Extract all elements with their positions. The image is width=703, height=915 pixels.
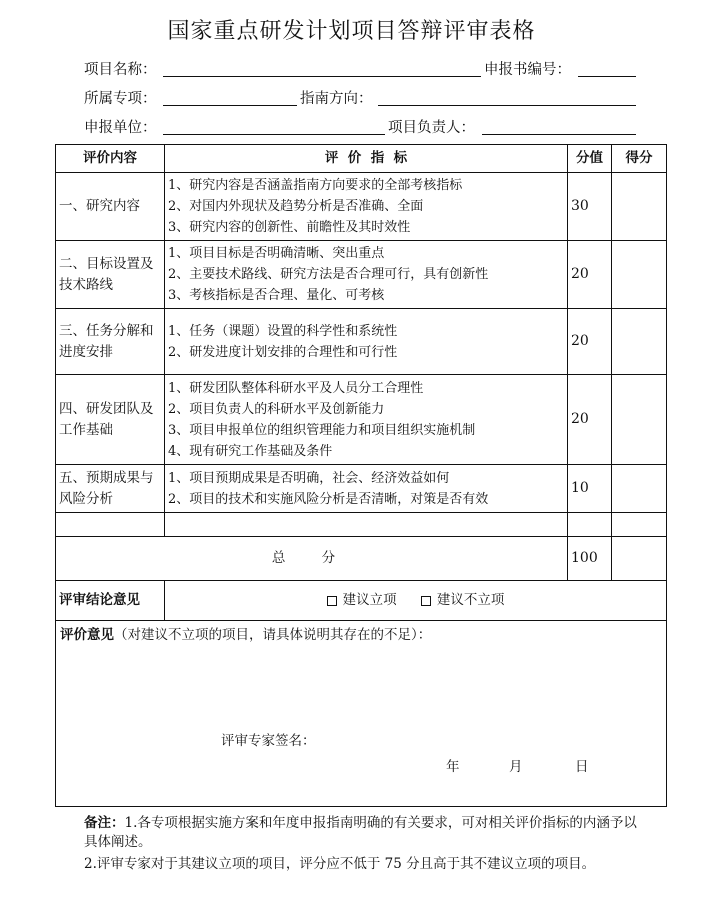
reject-label: 建议不立项 xyxy=(436,592,505,608)
row-criteria xyxy=(165,241,568,309)
blank-score-value[interactable] xyxy=(568,513,612,537)
opinion-row xyxy=(56,621,667,807)
application-no-field[interactable] xyxy=(578,76,636,77)
project-leader-field[interactable] xyxy=(482,134,636,135)
table-row xyxy=(56,375,667,465)
row-content: 五、预期成果与风险分析 xyxy=(56,465,165,513)
row-content: 四、研发团队及工作基础 xyxy=(56,375,165,465)
row-criteria xyxy=(165,309,568,375)
criteria-item: 3、项目申报单位的组织管理能力和项目组织实施机制 xyxy=(168,422,476,438)
date-month-label: 月 xyxy=(509,759,523,775)
date-day-label: 日 xyxy=(575,759,589,775)
project-leader-label: 项目负责人： xyxy=(388,120,475,136)
date-year-label: 年 xyxy=(446,759,460,775)
note-2: 2.评审专家对于其建议立项的项目，评分应不低于 75 分且高于其不建议立项的项目。 xyxy=(84,856,596,872)
note-1 xyxy=(84,814,644,852)
blank-criteria[interactable] xyxy=(165,513,568,537)
conclusion-row xyxy=(56,581,667,621)
criteria-item: 4、现有研究工作基础及条件 xyxy=(168,443,333,459)
row-score-input[interactable] xyxy=(612,241,667,309)
row-score-value: 20 xyxy=(568,375,612,465)
table-row xyxy=(56,241,667,309)
row-criteria xyxy=(165,375,568,465)
criteria-item: 2、对国内外现状及趋势分析是否准确、全面 xyxy=(168,199,424,214)
header-criteria: 评 价 指 标 xyxy=(165,145,568,173)
opinion-hint: （对建议不立项的项目，请具体说明其存在的不足）： xyxy=(114,627,432,643)
criteria-item: 1、项目预期成果是否明确，社会、经济效益如何 xyxy=(168,470,450,486)
approve-label: 建议立项 xyxy=(342,592,397,608)
row-score-input[interactable] xyxy=(612,309,667,375)
row-content: 三、任务分解和进度安排 xyxy=(56,309,165,375)
expert-signature-label: 评审专家签名： xyxy=(221,733,316,749)
table-row xyxy=(56,173,667,241)
row-score-input[interactable] xyxy=(612,465,667,513)
criteria-item: 2、项目负责人的科研水平及创新能力 xyxy=(168,401,385,417)
blank-score-got[interactable] xyxy=(612,513,667,537)
table-header-row xyxy=(56,145,667,173)
criteria-item: 3、考核指标是否合理、量化、可考核 xyxy=(168,288,385,303)
row-score-input[interactable] xyxy=(612,173,667,241)
criteria-item: 1、项目目标是否明确清晰、突出重点 xyxy=(168,246,385,261)
total-score-value: 100 xyxy=(568,537,612,581)
row-criteria xyxy=(165,173,568,241)
reject-checkbox[interactable] xyxy=(421,596,431,606)
conclusion-label: 评审结论意见 xyxy=(56,581,165,621)
row-criteria xyxy=(165,465,568,513)
reject-option[interactable] xyxy=(421,592,505,608)
table-row xyxy=(56,309,667,375)
criteria-item: 2、研发进度计划安排的合理性和可行性 xyxy=(168,344,398,360)
total-row xyxy=(56,537,667,581)
applicant-unit-field[interactable] xyxy=(163,134,385,135)
table-row xyxy=(56,465,667,513)
opinion-label: 评价意见 xyxy=(60,627,114,643)
evaluation-table xyxy=(55,144,667,807)
special-project-label: 所属专项： xyxy=(84,91,157,107)
row-content: 一、研究内容 xyxy=(56,173,165,241)
criteria-item: 1、任务（课题）设置的科学性和系统性 xyxy=(168,323,398,339)
row-score-input[interactable] xyxy=(612,375,667,465)
row-score-value: 10 xyxy=(568,465,612,513)
header-row-3 xyxy=(0,114,703,138)
header-score-got: 得分 xyxy=(612,145,667,173)
header-row-2 xyxy=(0,85,703,109)
criteria-item: 2、项目的技术和实施风险分析是否清晰，对策是否有效 xyxy=(168,491,489,507)
opinion-heading xyxy=(60,625,431,646)
row-content: 二、目标设置及技术路线 xyxy=(56,241,165,309)
applicant-unit-label: 申报单位： xyxy=(84,120,157,136)
conclusion-options xyxy=(165,581,667,621)
row-score-value: 20 xyxy=(568,309,612,375)
table-row-blank xyxy=(56,513,667,537)
application-no-label: 申报书编号： xyxy=(484,62,571,78)
header-row-1 xyxy=(0,56,703,80)
criteria-item: 1、研究内容是否涵盖指南方向要求的全部考核指标 xyxy=(168,178,463,193)
row-score-value: 20 xyxy=(568,241,612,309)
note-1-text: 1.各专项根据实施方案和年度申报指南明确的有关要求，可对相关评价指标的内涵予以具体阐述。 xyxy=(84,815,637,850)
criteria-item: 3、研究内容的创新性、前瞻性及其时效性 xyxy=(168,220,411,235)
project-name-label: 项目名称： xyxy=(84,62,157,78)
blank-content[interactable] xyxy=(56,513,165,537)
criteria-item: 2、主要技术路线、研究方法是否合理可行，具有创新性 xyxy=(168,267,489,282)
approve-checkbox[interactable] xyxy=(327,596,337,606)
notes-section xyxy=(84,814,644,877)
header-score-value: 分值 xyxy=(568,145,612,173)
project-name-field[interactable] xyxy=(163,76,481,77)
approve-option[interactable] xyxy=(327,592,397,608)
notes-label: 备注： xyxy=(84,815,125,831)
row-score-value: 30 xyxy=(568,173,612,241)
criteria-item: 1、研发团队整体科研水平及人员分工合理性 xyxy=(168,380,424,396)
total-label: 总 分 xyxy=(56,537,568,581)
form-title: 国家重点研发计划项目答辩评审表格 xyxy=(167,19,536,44)
header-content: 评价内容 xyxy=(56,145,165,173)
total-score-input[interactable] xyxy=(612,537,667,581)
guide-direction-label: 指南方向： xyxy=(300,91,373,107)
opinion-cell[interactable] xyxy=(56,621,667,807)
guide-direction-field[interactable] xyxy=(378,105,636,106)
special-project-field[interactable] xyxy=(163,105,297,106)
